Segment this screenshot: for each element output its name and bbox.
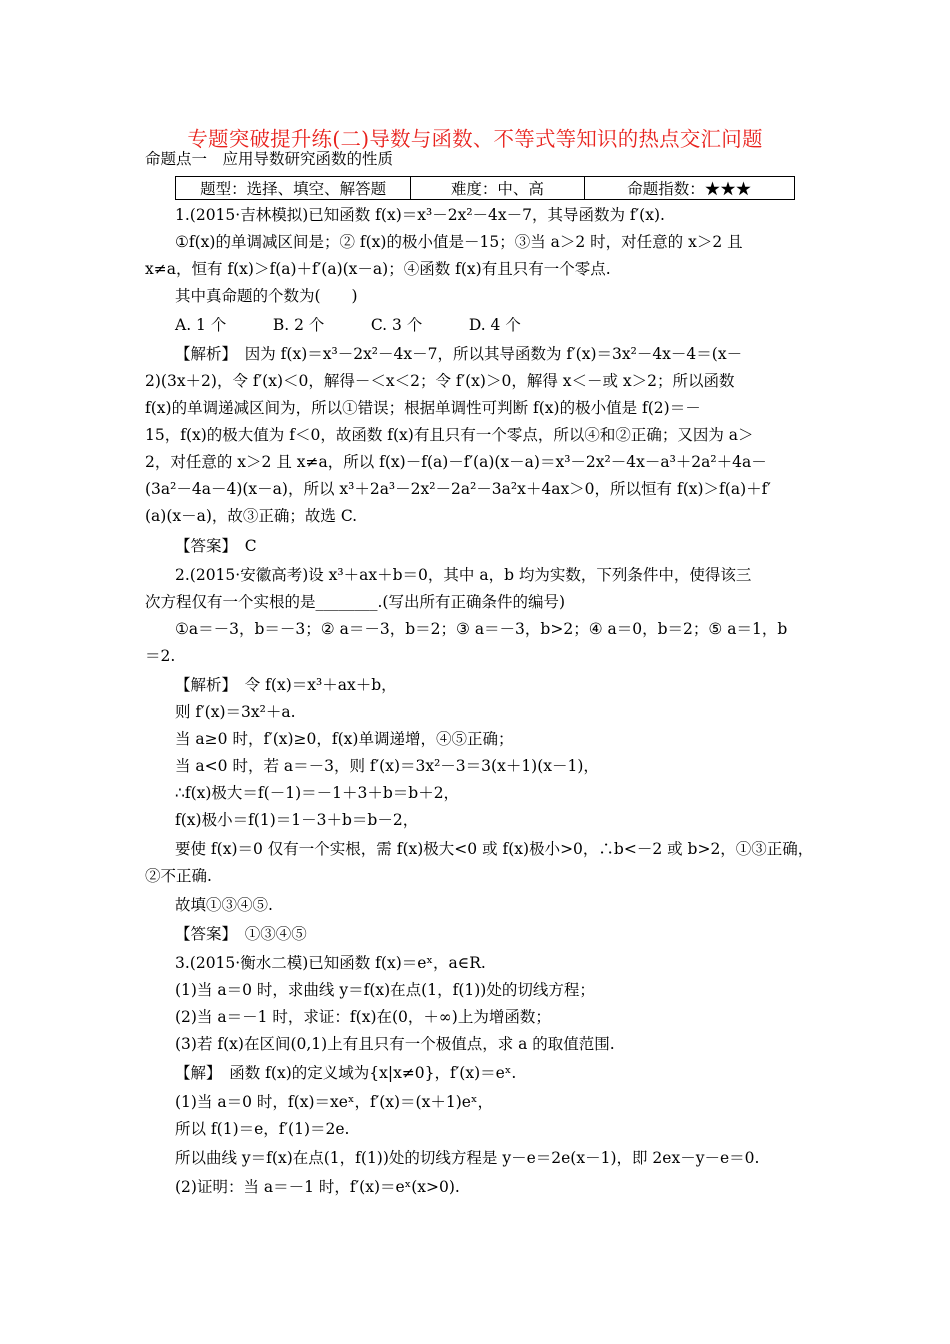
text-line: (a)(x－a)，故③正确；故选 C. xyxy=(145,507,358,525)
text-line: ②不正确. xyxy=(145,867,212,885)
index-label: 命题指数： xyxy=(627,180,705,198)
text-line: 次方程仅有一个实根的是________.(写出所有正确条件的编号) xyxy=(145,593,566,611)
text-line: x≠a，恒有 f(x)＞f(a)＋f′(a)(x－a)；④函数 f(x)有且只有一个零点. xyxy=(145,260,611,278)
text-line: 所以 f(1)＝e，f′(1)＝2e. xyxy=(175,1120,350,1138)
star-rating: ★★★ xyxy=(704,180,752,198)
text-line: f(x)的单调递减区间为，所以①错误；根据单调性可判断 f(x)的极小值是 f(2)＝－ xyxy=(145,399,701,417)
text-line: 所以曲线 y＝f(x)在点(1，f(1))处的切线方程是 y－e＝2e(x－1)，即 2ex－y－e＝0. xyxy=(175,1149,760,1167)
text-line: A. 1 个 B. 2 个 C. 3 个 D. 4 个 xyxy=(175,316,521,334)
text-line: 要使 f(x)＝0 仅有一个实根，需 f(x)极大<0 或 f(x)极小>0，∴b<－2 或 b>2，①③正确， xyxy=(175,840,814,858)
text-line: 3.(2015·衡水二模)已知函数 f(x)＝eˣ，a∈R. xyxy=(175,954,486,972)
text-line: (1)当 a＝0 时，求曲线 y＝f(x)在点(1，f(1))处的切线方程； xyxy=(175,981,595,999)
text-line: (3)若 f(x)在区间(0,1)上有且只有一个极值点，求 a 的取值范围. xyxy=(175,1035,615,1053)
text-line: 【解析】 令 f(x)＝x³＋ax＋b， xyxy=(175,676,397,694)
text-line: (1)当 a＝0 时，f(x)＝xeˣ，f′(x)＝(x＋1)eˣ， xyxy=(175,1093,494,1111)
info-table xyxy=(175,176,795,200)
difficulty-cell: 难度：中、高 xyxy=(411,177,584,200)
text-line: 则 f′(x)＝3x²＋a. xyxy=(175,703,296,721)
text-line: 【解】 函数 f(x)的定义域为{x|x≠0}，f′(x)＝eˣ. xyxy=(175,1064,517,1082)
index-cell xyxy=(584,177,794,200)
text-line: 15，f(x)的极大值为 f＜0，故函数 f(x)有且只有一个零点，所以④和②正确；又因为 a＞ xyxy=(145,426,754,444)
text-line: 1.(2015·吉林模拟)已知函数 f(x)＝x³－2x²－4x－7，其导函数为 f′(x). xyxy=(175,206,665,224)
text-line: ∴f(x)极大＝f(－1)＝－1＋3＋b＝b＋2， xyxy=(175,784,460,802)
text-line: 2.(2015·安徽高考)设 x³＋ax＋b＝0，其中 a，b 均为实数，下列条件中，使得该三 xyxy=(175,566,752,584)
text-line: ＝2. xyxy=(145,647,176,665)
text-line: 当 a≥0 时，f′(x)≥0，f(x)单调递增，④⑤正确； xyxy=(175,730,514,748)
text-line: 【解析】 因为 f(x)＝x³－2x²－4x－7，所以其导函数为 f′(x)＝3x²－4x－4＝(x－ xyxy=(175,345,743,363)
text-line: (2)当 a＝－1 时，求证：f(x)在(0，＋∞)上为增函数； xyxy=(175,1008,551,1026)
answer-line: 【答案】 C xyxy=(175,537,257,555)
text-line: 故填①③④⑤. xyxy=(175,896,273,914)
answer-line: 【答案】 ①③④⑤ xyxy=(175,925,307,943)
text-line: ①f(x)的单调减区间是；② f(x)的极小值是－15；③当 a＞2 时，对任意的 x＞2 且 xyxy=(175,233,743,251)
text-line: f(x)极小＝f(1)＝1－3＋b＝b－2， xyxy=(175,811,419,829)
section-heading: 命题点一 应用导数研究函数的性质 xyxy=(145,150,394,168)
text-line: (3a²－4a－4)(x－a)，所以 x³＋2a³－2x²－2a²－3a²x＋4ax＞0，所以恒有 f(x)＞f(a)＋f′ xyxy=(145,480,771,498)
text-line: (2)证明：当 a＝－1 时，f′(x)＝eˣ(x>0). xyxy=(175,1178,460,1196)
text-line: 2)(3x＋2)，令 f′(x)＜0，解得－＜x＜2；令 f′(x)＞0，解得 x＜－或 x＞2；所以函数 xyxy=(145,372,735,390)
text-line: ①a＝－3，b＝－3；② a＝－3，b＝2；③ a＝－3，b>2；④ a＝0，b＝2；⑤ a＝1，b xyxy=(175,620,788,638)
text-line: 当 a<0 时，若 a＝－3，则 f′(x)＝3x²－3＝3(x＋1)(x－1)， xyxy=(175,757,599,775)
text-line: 2，对任意的 x＞2 且 x≠a，所以 f(x)－f(a)－f′(a)(x－a)＝x³－2x²－4x－a³＋2a²＋4a－ xyxy=(145,453,767,471)
question-type-cell: 题型：选择、填空、解答题 xyxy=(176,177,411,200)
text-line: 其中真命题的个数为( ) xyxy=(175,287,358,305)
page-title: 专题突破提升练(二)导数与函数、不等式等知识的热点交汇问题 xyxy=(187,127,763,151)
